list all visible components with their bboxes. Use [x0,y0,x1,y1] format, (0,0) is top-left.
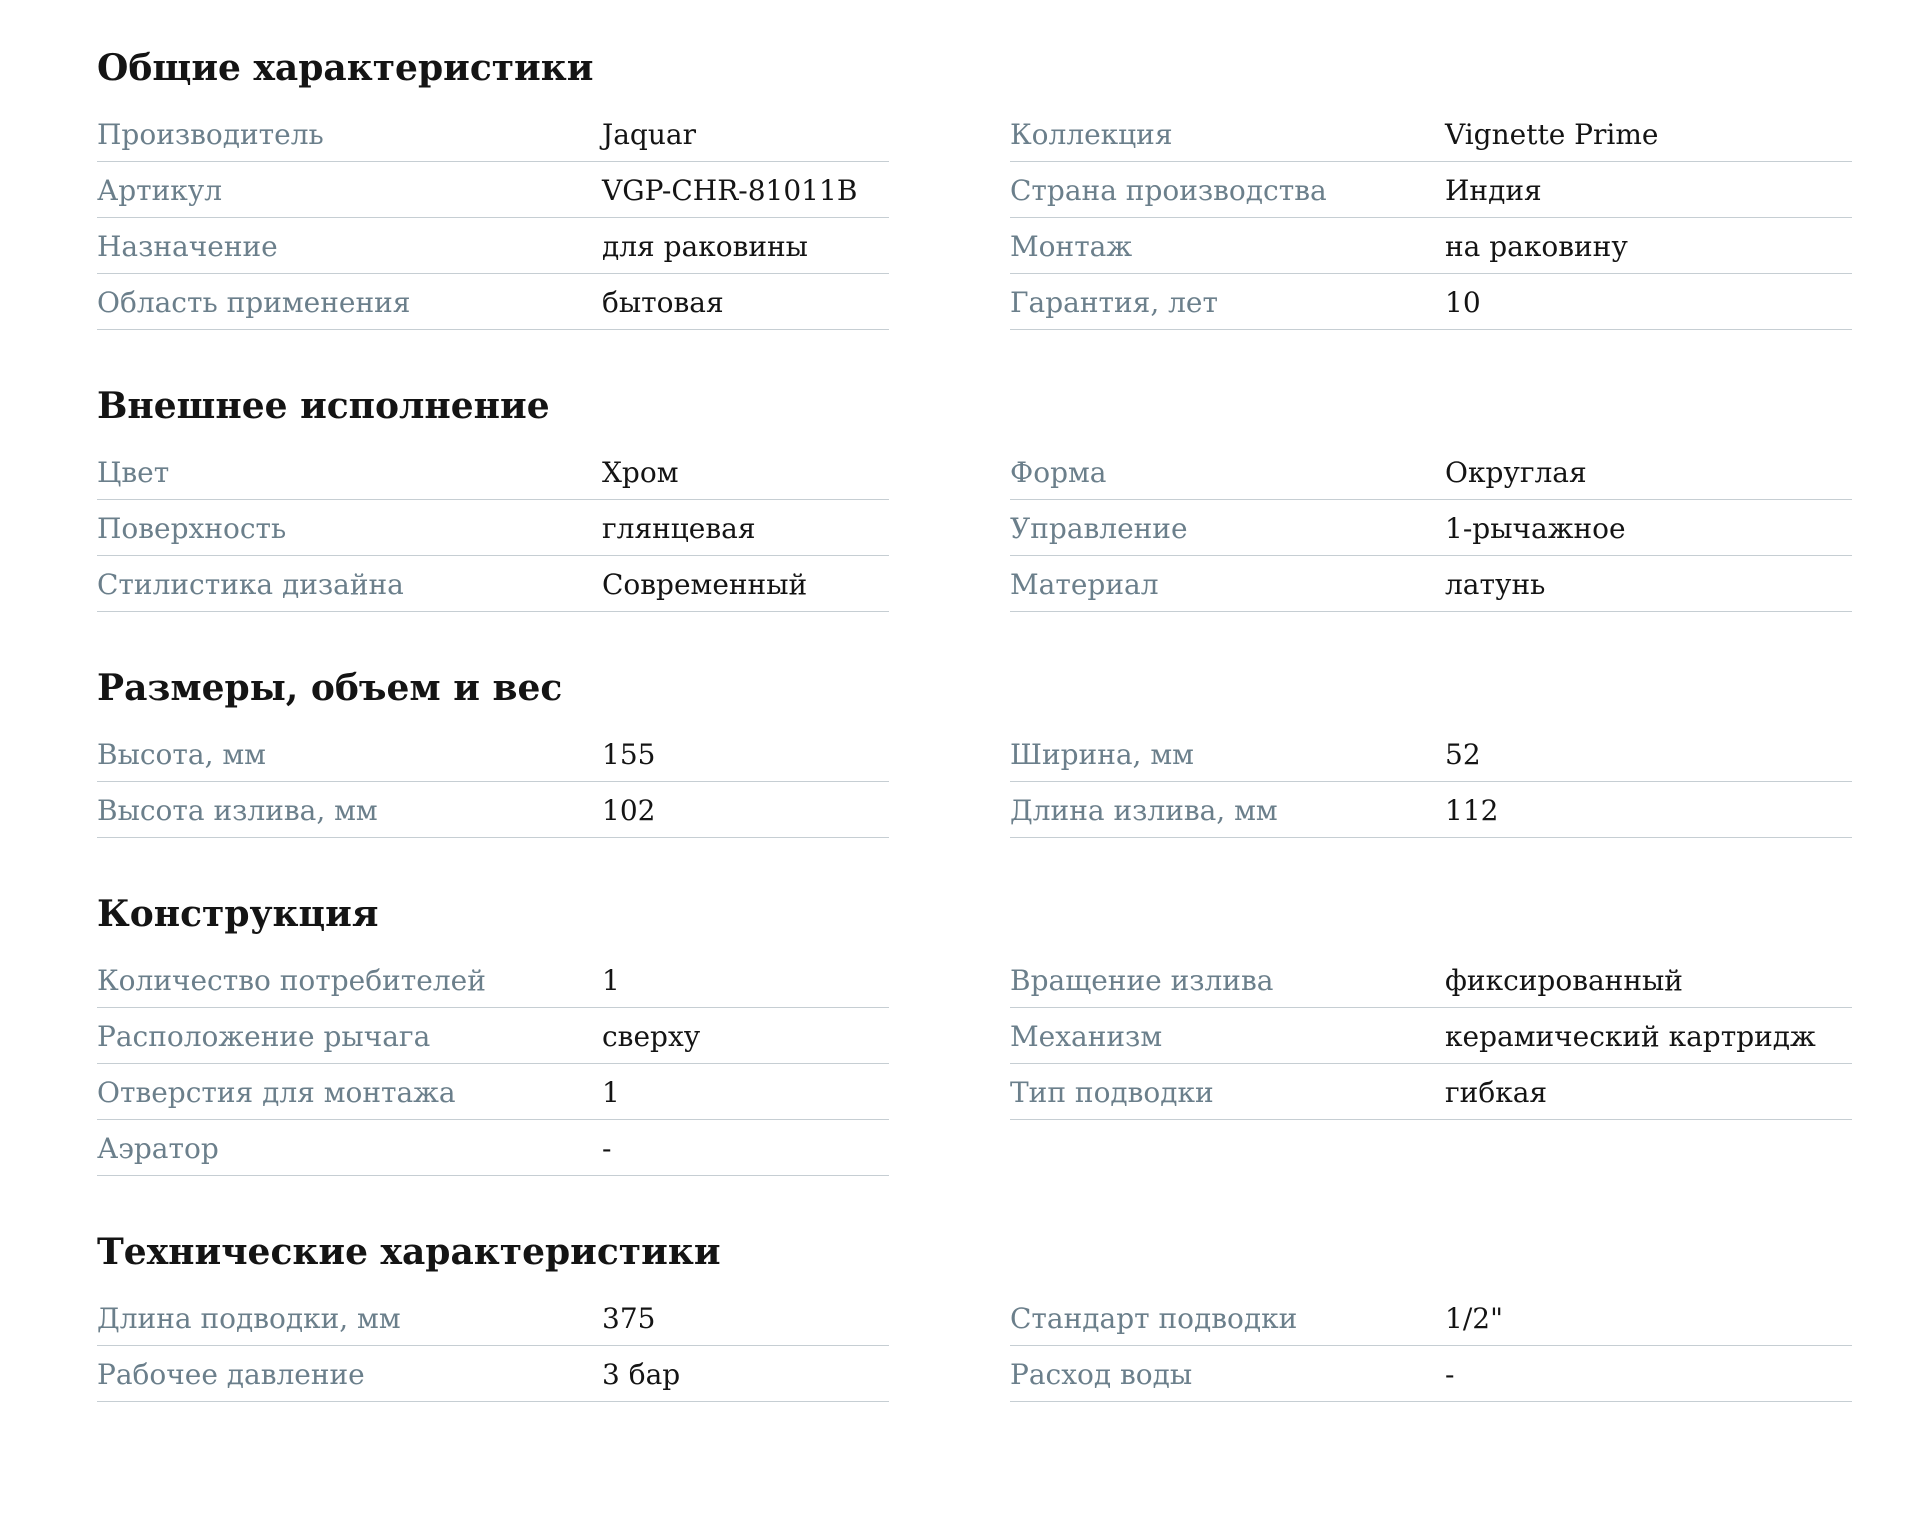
spec-label: Высота излива, мм [97,794,378,827]
spec-row [97,444,889,500]
spec-grid [97,444,1920,612]
spec-grid [97,106,1920,330]
section-general [97,48,1920,330]
spec-row [1010,726,1852,782]
spec-value: для раковины [602,230,808,263]
spec-label: Длина излива, мм [1010,794,1278,827]
spec-value: 112 [1445,794,1499,827]
spec-row [97,1346,889,1402]
spec-value: 155 [602,738,656,771]
spec-label: Страна производства [1010,174,1327,207]
spec-row [1010,556,1852,612]
spec-label: Производитель [97,118,324,151]
spec-value: Хром [602,456,679,489]
spec-label: Количество потребителей [97,964,486,997]
spec-label: Гарантия, лет [1010,286,1218,319]
spec-column-left [97,444,889,612]
spec-row [97,218,889,274]
spec-value: гибкая [1445,1076,1548,1109]
spec-column-right [1010,106,1852,330]
spec-column-right [1010,726,1852,838]
spec-row [1010,1008,1852,1064]
spec-label: Стандарт подводки [1010,1302,1298,1335]
spec-label: Рабочее давление [97,1358,365,1391]
spec-row [97,106,889,162]
spec-column-right [1010,1290,1852,1402]
spec-row [1010,162,1852,218]
spec-column-right [1010,952,1852,1120]
spec-label: Материал [1010,568,1159,601]
spec-row [1010,218,1852,274]
section-title: Внешнее исполнение [97,385,550,427]
spec-value: 102 [602,794,656,827]
spec-value: сверху [602,1020,701,1053]
spec-value: 375 [602,1302,656,1335]
spec-row [97,1064,889,1120]
spec-value: керамический картридж [1445,1020,1816,1053]
section-construction [97,894,1920,1176]
spec-value: VGP-CHR-81011B [602,174,858,207]
section-title: Общие характеристики [97,47,594,89]
spec-row [1010,106,1852,162]
spec-row [1010,444,1852,500]
spec-row [97,162,889,218]
section-dimensions [97,668,1920,838]
spec-row [97,726,889,782]
spec-row [97,1008,889,1064]
spec-label: Механизм [1010,1020,1163,1053]
section-title: Технические характеристики [97,1231,721,1273]
spec-label: Длина подводки, мм [97,1302,401,1335]
spec-value: 3 бар [602,1358,681,1391]
spec-label: Расход воды [1010,1358,1193,1391]
spec-column-left [97,726,889,838]
spec-row [97,1120,889,1176]
spec-label: Тип подводки [1010,1076,1214,1109]
spec-label: Аэратор [97,1132,219,1165]
spec-value: бытовая [602,286,724,319]
spec-label: Ширина, мм [1010,738,1194,771]
spec-row [97,556,889,612]
spec-value: Jaquar [602,118,696,151]
spec-row [1010,274,1852,330]
spec-label: Назначение [97,230,278,263]
spec-column-left [97,106,889,330]
spec-value: латунь [1445,568,1546,601]
spec-grid [97,726,1920,838]
spec-row [1010,952,1852,1008]
section-technical [97,1232,1920,1402]
spec-value: - [1445,1358,1455,1391]
spec-value: 1 [602,1076,620,1109]
spec-value: Округлая [1445,456,1587,489]
spec-value: фиксированный [1445,964,1683,997]
section-appearance [97,386,1920,612]
spec-row [1010,1064,1852,1120]
spec-value: 1/2" [1445,1302,1503,1335]
spec-label: Управление [1010,512,1188,545]
spec-label: Стилистика дизайна [97,568,404,601]
spec-value: на раковину [1445,230,1628,263]
spec-value: Индия [1445,174,1542,207]
spec-label: Область применения [97,286,411,319]
spec-column-left [97,952,889,1176]
spec-row [97,1290,889,1346]
spec-value: Vignette Prime [1445,118,1659,151]
spec-column-right [1010,444,1852,612]
spec-value: - [602,1132,612,1165]
spec-label: Цвет [97,456,170,489]
spec-value: Современный [602,568,808,601]
spec-grid [97,1290,1920,1402]
spec-row [97,952,889,1008]
spec-label: Отверстия для монтажа [97,1076,456,1109]
spec-row [1010,500,1852,556]
spec-value: 10 [1445,286,1481,319]
spec-value: глянцевая [602,512,756,545]
section-title: Размеры, объем и вес [97,667,563,709]
spec-row [1010,782,1852,838]
spec-label: Артикул [97,174,223,207]
spec-label: Расположение рычага [97,1020,431,1053]
spec-label: Высота, мм [97,738,266,771]
spec-grid [97,952,1920,1176]
spec-row [97,500,889,556]
spec-row [1010,1290,1852,1346]
spec-value: 52 [1445,738,1481,771]
spec-column-left [97,1290,889,1402]
spec-value: 1 [602,964,620,997]
spec-row [97,782,889,838]
spec-label: Коллекция [1010,118,1173,151]
spec-row [97,274,889,330]
spec-label: Вращение излива [1010,964,1274,997]
spec-row [1010,1346,1852,1402]
spec-label: Форма [1010,456,1107,489]
spec-value: 1-рычажное [1445,512,1626,545]
section-title: Конструкция [97,893,379,935]
spec-label: Монтаж [1010,230,1133,263]
spec-label: Поверхность [97,512,287,545]
